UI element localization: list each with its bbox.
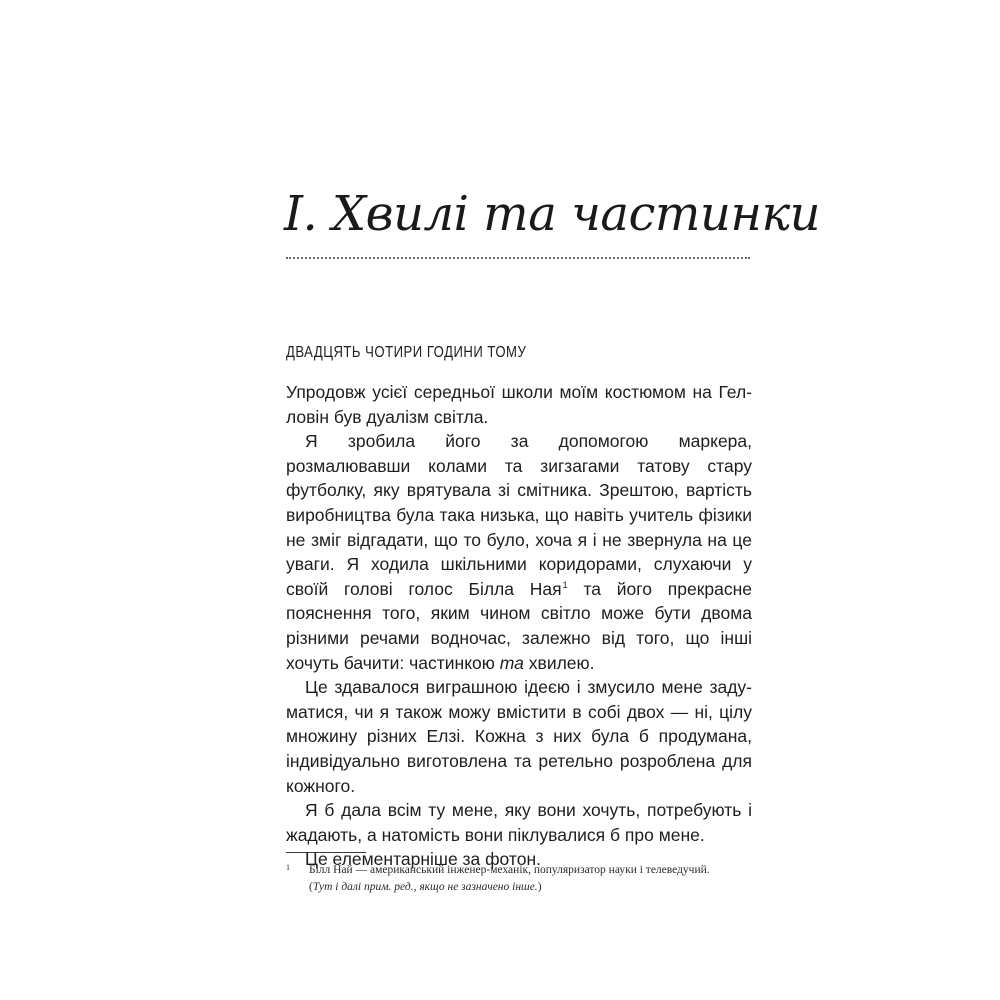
footnote-editor-note: Тут і далі прим. ред., якщо не зазначено інше. — [312, 881, 538, 893]
footnote-mark: 1 — [286, 863, 290, 872]
paragraph-2 — [286, 429, 752, 675]
paragraph-4: Я б дала всім ту мене, яку вони хочуть, потребують і жадають, а натомість вони піклувалися б про мене. — [286, 800, 752, 845]
paragraph-2-text-b: та його прекрасне пояснення того, яким чином світло може бути двома різними речами водночас, залежно від того, що інші хочуть бачити: частинкою — [286, 578, 753, 673]
paragraph-3: Це здавалося виграшною ідеєю і змусило мене задуматися, чи я також можу вмістити в собі двох — ні, цілу множину різних Елзі. Кожна з них була б продумана, індивідуально виготовлена та ретельно розроблена для кожного. — [286, 677, 752, 796]
emphasis-word: та — [499, 652, 524, 673]
footnote — [286, 862, 752, 896]
paragraph-5: Це елементарніше за фотон. — [305, 849, 541, 870]
footnote-line-2 — [309, 879, 752, 896]
footnote-body — [309, 862, 752, 896]
footnote-open-paren: ( — [309, 881, 313, 893]
footnote-separator — [286, 852, 366, 853]
dotted-divider — [286, 257, 750, 259]
paragraph-1: Упродовж усієї середньої школи моїм костюмом на Гелловін був дуалізм світла. — [286, 382, 752, 427]
footnote-reference: 1 — [562, 579, 568, 590]
body-text — [286, 380, 752, 872]
footnote-close-paren: ) — [537, 881, 542, 893]
chapter-title: I. Хвилі та частинки — [284, 186, 821, 242]
section-heading: ДВАДЦЯТЬ ЧОТИРИ ГОДИНИ ТОМУ — [286, 344, 527, 361]
paragraph-2-text-c: хвилею. — [523, 652, 595, 673]
paragraph-2-text-a: Я зробила його за допомогою маркера, розмалювавши колами та зигзагами татову стару футболку, яку врятувала зі смітника. Зрештою, вартість виробництва була така низька, що навіть учитель фізики не зміг відгадати, що то було, хоча я і не звернула на це уваги. Я ходила шкільними коридорами, слухаючи у своїй голові голос Білла Ная — [286, 431, 752, 599]
footnote-line-1: Білл Най — американський інженер-механік, популяризатор науки і телеведучий. — [309, 864, 710, 876]
